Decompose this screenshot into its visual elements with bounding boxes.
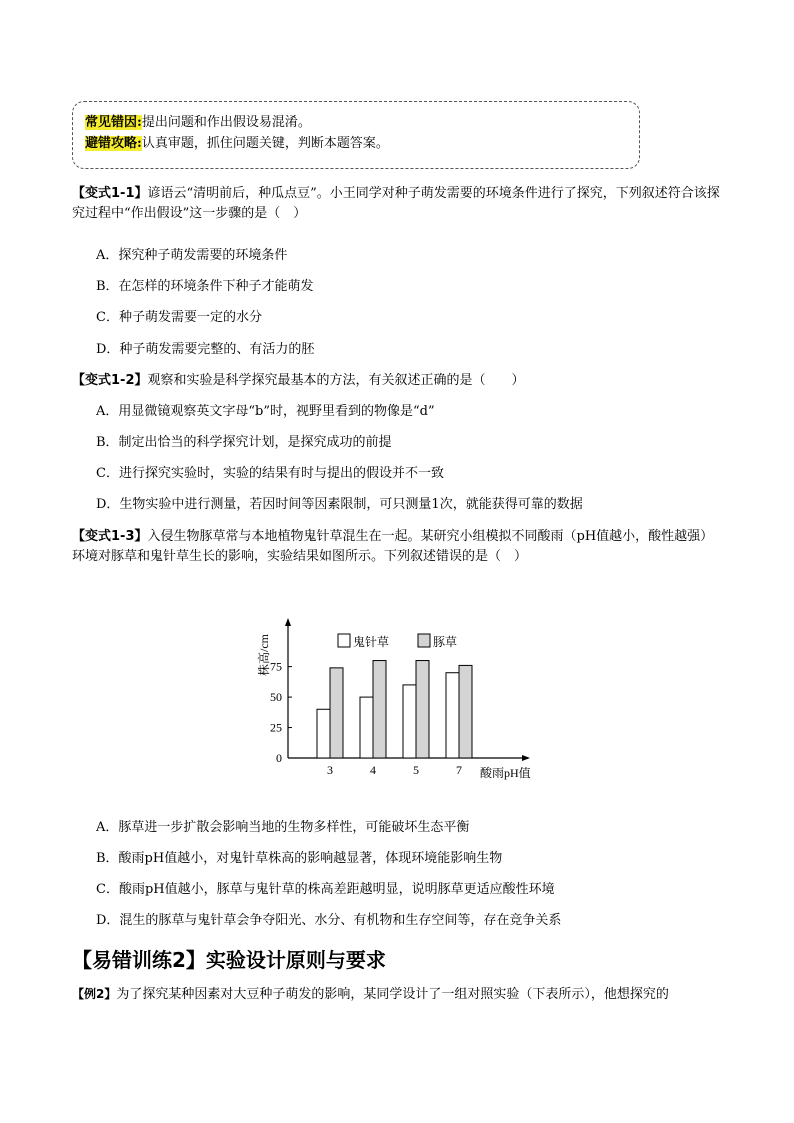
bar-guizhencao <box>317 709 330 758</box>
strategy-label: 避错攻略: <box>85 136 142 151</box>
strategy-text: 认真审题，抓住问题关键，判断本题答案。 <box>141 136 389 151</box>
x-tick-label: 5 <box>413 763 419 777</box>
q2-option-d: D．生物实验中进行测量，若因时间等因素限制，可只测量1次，就能获得可靠的数据 <box>96 497 583 512</box>
example-tag: 【例2】 <box>72 987 117 1001</box>
y-axis-arrow <box>285 618 291 626</box>
q1-option-d: D．种子萌发需要完整的、有活力的胚 <box>96 342 315 357</box>
bar-tuncao <box>459 665 472 758</box>
q2-option-a: A．用显微镜观察英文字母“b”时，视野里看到的物像是“d” <box>96 404 435 419</box>
tip-box <box>72 101 640 169</box>
q3-tag: 【变式1-3】 <box>72 529 148 544</box>
y-axis-label: 株高/cm <box>257 634 271 676</box>
q3-option-a: A．豚草进一步扩散会影响当地的生物多样性，可能破坏生态平衡 <box>96 820 470 835</box>
q1-option-b: B．在怎样的环境条件下种子才能萌发 <box>96 279 314 294</box>
y-tick-label: 25 <box>270 720 282 735</box>
q1-tag: 【变式1-1】 <box>72 186 148 201</box>
legend-swatch <box>418 634 430 647</box>
bar-tuncao <box>416 661 429 758</box>
q3-text: 入侵生物豚草常与本地植物鬼针草混生在一起。某研究小组模拟不同酸雨（pH值越小，酸性越强）环境对豚草和鬼针草生长的影响，实验结果如图所示。下列叙述错误的是（ ） <box>72 529 714 564</box>
section-title: 【易错训练2】实验设计原则与要求 <box>72 948 386 972</box>
q2-stem <box>72 371 722 391</box>
y-tick-label: 75 <box>270 659 282 674</box>
bar-guizhencao <box>403 685 416 758</box>
q1-stem <box>72 184 722 224</box>
x-tick-label: 7 <box>456 763 462 777</box>
q3-option-b: B．酸雨pH值越小，对鬼针草株高的影响越显著，体现环境能影响生物 <box>96 851 503 866</box>
q2-tag: 【变式1-2】 <box>72 373 148 388</box>
example-text: 为了探究某种因素对大豆种子萌发的影响，某同学设计了一组对照实验（下表所示），他想探究的 <box>116 987 669 1002</box>
legend-label: 鬼针草 <box>353 635 390 649</box>
q2-option-b: B．制定出恰当的科学探究计划，是探究成功的前提 <box>96 435 392 450</box>
q2-text: 观察和实验是科学探究最基本的方法，有关叙述正确的是（ ） <box>147 373 525 388</box>
bar-guizhencao <box>360 697 373 758</box>
x-tick-label: 3 <box>327 763 333 777</box>
bar-guizhencao <box>446 673 459 758</box>
common-error-text: 提出问题和作出假设易混淆。 <box>141 115 311 130</box>
legend-swatch <box>338 634 350 647</box>
common-error-label: 常见错因: <box>85 115 142 130</box>
q3-option-c: C．酸雨pH值越小，豚草与鬼针草的株高差距越明显，说明豚草更适应酸性环境 <box>96 882 555 897</box>
y-tick-label: 50 <box>270 690 282 705</box>
x-tick-label: 4 <box>370 763 376 777</box>
q1-text: 谚语云“清明前后，种瓜点豆”。小王同学对种子萌发需要的环境条件进行了探究，下列叙述符合该探究过程中“作出假设”这一步骤的是（ ） <box>72 186 720 221</box>
q1-option-c: C．种子萌发需要一定的水分 <box>96 310 262 325</box>
x-axis-arrow <box>522 755 530 761</box>
q3-option-d: D．混生的豚草与鬼针草会争夺阳光、水分、有机物和生存空间等，存在竞争关系 <box>96 913 562 928</box>
x-axis-label: 酸雨pH值 <box>480 766 531 780</box>
example-2 <box>72 984 732 1005</box>
q1-option-a: A．探究种子萌发需要的环境条件 <box>96 248 288 263</box>
q3-stem <box>72 527 722 567</box>
plant-height-chart <box>250 598 560 788</box>
y-tick-label: 0 <box>276 751 282 765</box>
common-error-row <box>85 112 627 133</box>
bar-tuncao <box>330 668 343 758</box>
legend-label: 豚草 <box>433 635 458 649</box>
q2-option-c: C．进行探究实验时，实验的结果有时与提出的假设并不一致 <box>96 466 444 481</box>
strategy-row <box>85 133 627 154</box>
bar-tuncao <box>373 661 386 758</box>
